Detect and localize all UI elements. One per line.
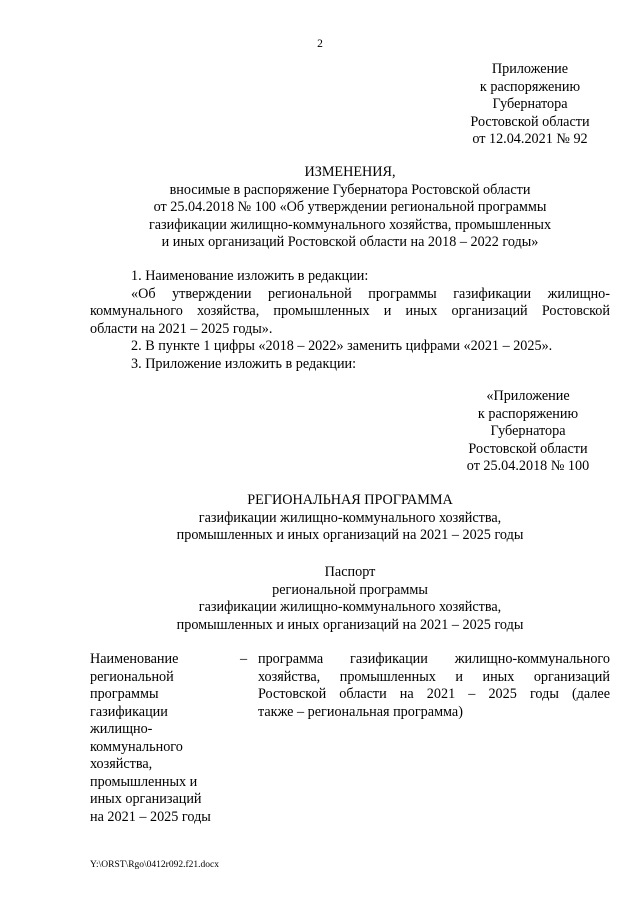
changes-heading xyxy=(90,164,610,252)
inner-appendix-line: Губернатора xyxy=(490,423,566,439)
passport-label xyxy=(90,651,230,826)
passport-label-line: иных организаций xyxy=(90,791,202,807)
appendix-header-line: к распоряжению xyxy=(479,78,581,95)
changes-subtitle-line: газификации жилищно-коммунального хозяйства, промышленных xyxy=(148,216,552,233)
appendix-header xyxy=(440,61,620,149)
passport-value-line: хозяйства, промышленных и иных организаций xyxy=(258,668,610,685)
passport-label-line: региональной xyxy=(90,668,174,685)
passport-heading xyxy=(90,564,610,634)
program-subtitle-line: промышленных и иных организаций на 2021 – 2025 годы xyxy=(176,527,524,543)
passport-label-line: газификации xyxy=(90,703,168,720)
item-1-quote-line: коммунального хозяйства, промышленных и иных организаций Ростовской xyxy=(90,303,610,319)
item-3: 3. Приложение изложить в редакции: xyxy=(131,355,357,372)
inner-appendix-line: «Приложение xyxy=(486,388,570,404)
passport-label-line: промышленных и xyxy=(90,773,198,790)
inner-appendix-header xyxy=(428,388,628,476)
inner-appendix-line: от 25.04.2018 № 100 xyxy=(466,458,590,474)
inner-appendix-line: к распоряжению xyxy=(477,405,579,422)
changes-subtitle-line: от 25.04.2018 № 100 «Об утверждении региональной программы xyxy=(153,199,547,215)
item-1-quote-line: области на 2021 – 2025 годы». xyxy=(90,320,273,337)
item-1-quote-line: «Об утверждении региональной программы газификации жилищно- xyxy=(131,285,610,302)
passport-value xyxy=(258,651,610,721)
passport-value-line: Ростовской области на 2021 – 2025 годы (далее xyxy=(258,686,610,702)
passport-title-line: Паспорт xyxy=(324,564,376,580)
appendix-header-line: от 12.04.2021 № 92 xyxy=(472,131,588,147)
page-number: 2 xyxy=(317,38,323,50)
changes-subtitle-line: и иных организаций Ростовской области на 2018 – 2022 годы» xyxy=(161,234,539,250)
item-2: 2. В пункте 1 цифры «2018 – 2022» заменить цифрами «2021 – 2025». xyxy=(131,338,553,354)
item-1: 1. Наименование изложить в редакции: xyxy=(131,268,369,284)
passport-label-line: программы xyxy=(90,686,159,702)
passport-label-line: коммунального xyxy=(90,738,183,755)
footer-file-path: Y:\ORST\Rgo\0412r092.f21.docx xyxy=(90,860,219,870)
program-subtitle-line: газификации жилищно-коммунального хозяйства, xyxy=(198,509,502,526)
passport-title-line: газификации жилищно-коммунального хозяйства, xyxy=(198,599,502,615)
passport-title-line: региональной программы xyxy=(272,581,428,598)
program-title: РЕГИОНАЛЬНАЯ ПРОГРАММА xyxy=(247,492,453,508)
changes-subtitle-line: вносимые в распоряжение Губернатора Ростовской области xyxy=(169,181,531,198)
passport-value-line: программа газификации жилищно-коммунального xyxy=(258,651,610,667)
passport-label-line: жилищно- xyxy=(90,721,153,737)
passport-value-line: также – региональная программа) xyxy=(258,703,463,720)
passport-title-line: промышленных и иных организаций на 2021 – 2025 годы xyxy=(176,616,524,633)
passport-label-line: Наименование xyxy=(90,651,179,667)
items-section xyxy=(90,268,610,373)
inner-appendix-line: Ростовской области xyxy=(468,440,588,457)
passport-label-line: хозяйства, xyxy=(90,756,153,772)
changes-title: ИЗМЕНЕНИЯ, xyxy=(304,164,396,180)
appendix-header-line: Ростовской области xyxy=(470,113,590,130)
program-heading xyxy=(90,492,610,545)
passport-dash: – xyxy=(240,651,248,667)
appendix-header-line: Приложение xyxy=(491,61,569,77)
appendix-header-line: Губернатора xyxy=(492,96,568,112)
passport-label-line: на 2021 – 2025 годы xyxy=(90,808,211,825)
